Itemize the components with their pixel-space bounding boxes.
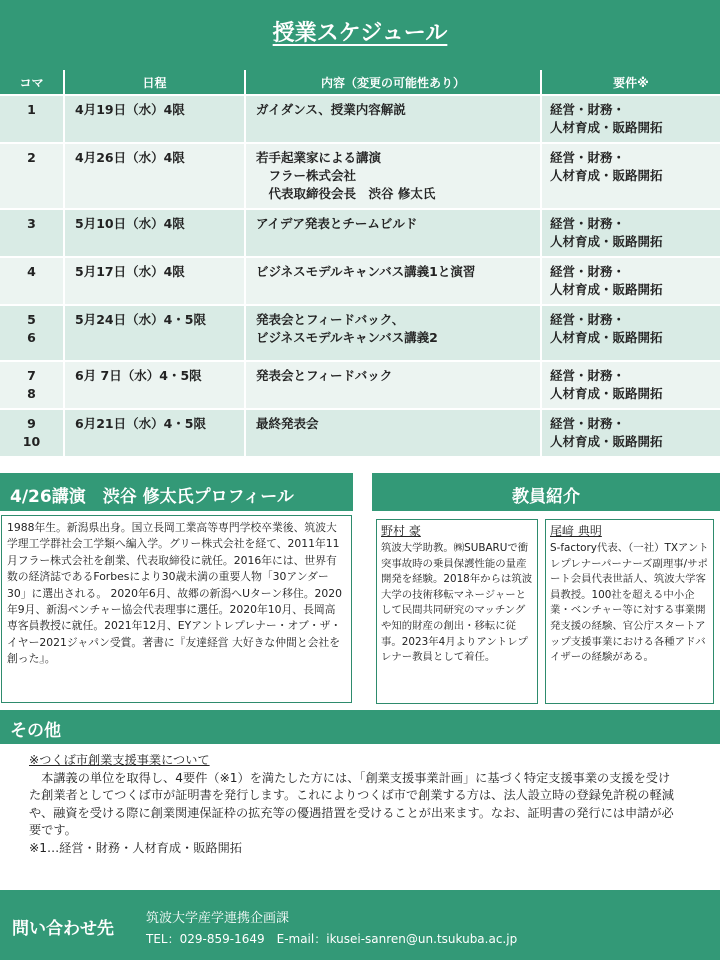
contact-details: TEL：029-859-1649 E-mail：ikusei-sanren@un.tsukuba.ac.jp (146, 932, 518, 946)
column-header-date: 日程 (64, 70, 245, 95)
contact-organization: 筑波大学産学連携企画課 (146, 911, 290, 926)
faculty-name: 野村 豪 (381, 524, 421, 538)
koma-cell: 7 8 (0, 361, 64, 409)
faculty-card (545, 519, 714, 704)
profile-text: 1988年生。新潟県出身。国立長岡工業高等専門学校卒業後、筑波大学理工学群社会工学類へ編入学。グリー株式会社を経て、2011年11月フラー株式会社を創業、代表取締役に就任。2016年には、世界有数の経済誌であるForbesにより30歳未満の重要人物「30アンダー30」に選出される。 2020年6月、故郷の新潟へUターン移住。2020年9月、新潟ベンチャー協会代表理事に選任。2020年10月、長岡高専客員教授に就任。2021年12月、EYアントレプレナー・オブ・ザ・イヤー2021ジャパン受賞。著書に『友達経営 大好きな仲間と会社を創った』。 (1, 515, 352, 703)
koma-cell: 2 (0, 143, 64, 209)
date-cell: 4月26日（水）4限 (64, 143, 245, 209)
column-header-koma: コマ (0, 70, 64, 95)
content-cell: アイデア発表とチームビルド (245, 209, 541, 257)
content-cell: ビジネスモデルキャンバス講義1と演習 (245, 257, 541, 305)
table-header-row (0, 70, 720, 95)
requirements-cell: 経営・財務・ 人材育成・販路開拓 (541, 257, 720, 305)
requirements-cell: 経営・財務・ 人材育成・販路開拓 (541, 305, 720, 361)
page-title: 授業スケジュール (272, 21, 448, 46)
content-cell: 発表会とフィードバック、 ビジネスモデルキャンバス講義2 (245, 305, 541, 361)
column-header-requirements: 要件※ (541, 70, 720, 95)
other-note: ※1…経営・財務・人材育成・販路開拓 (29, 840, 242, 855)
schedule-table (0, 70, 720, 456)
other-heading: その他 (0, 710, 720, 744)
table-row (0, 257, 720, 305)
requirements-cell: 経営・財務・ 人材育成・販路開拓 (541, 409, 720, 456)
title-bar (0, 0, 720, 70)
date-cell: 4月19日（水）4限 (64, 95, 245, 143)
koma-cell: 3 (0, 209, 64, 257)
date-cell: 5月17日（水）4限 (64, 257, 245, 305)
koma-cell: 9 10 (0, 409, 64, 456)
table-row (0, 95, 720, 143)
table-row (0, 409, 720, 456)
faculty-name: 尾﨑 典明 (550, 524, 602, 538)
faculty-bio: S-factory代表、（一社）TXアントレプレナーパーナーズ副理事/サポート会員代表世話人、筑波大学客員教授。100社を超える中小企業・ベンチャー等に対する事業開発支援の経験、官公庁スタートアップ支援事業における各種アドバイザーの経験がある。 (550, 542, 709, 664)
requirements-cell: 経営・財務・ 人材育成・販路開拓 (541, 361, 720, 409)
content-cell: 最終発表会 (245, 409, 541, 456)
other-subheading: ※つくば市創業支援事業について (29, 753, 210, 767)
koma-cell: 5 6 (0, 305, 64, 361)
requirements-cell: 経営・財務・ 人材育成・販路開拓 (541, 209, 720, 257)
faculty-heading: 教員紹介 (372, 473, 720, 511)
content-cell: 発表会とフィードバック (245, 361, 541, 409)
table-row (0, 305, 720, 361)
contact-label: 問い合わせ先 (12, 919, 114, 939)
profile-heading: 4/26講演 渋谷 修太氏プロフィール (0, 473, 353, 511)
date-cell: 6月 7日（水）4・5限 (64, 361, 245, 409)
table-row (0, 143, 720, 209)
requirements-cell: 経営・財務・ 人材育成・販路開拓 (541, 95, 720, 143)
koma-cell: 1 (0, 95, 64, 143)
table-row (0, 361, 720, 409)
faculty-card (376, 519, 538, 704)
faculty-bio: 筑波大学助教。㈱SUBARUで衝突事故時の乗員保護性能の量産開発を経験。2018年からは筑波大学の技術移転マネージャーとして民間共同研究のマッチングや知的財産の創出・移転に従事。2023年4月よりアントレプレナー教員として着任。 (381, 542, 533, 664)
footer (0, 890, 720, 960)
date-cell: 5月10日（水）4限 (64, 209, 245, 257)
other-body-text: 本講義の単位を取得し、4要件（※1）を満たした方には、「創業支援事業計画」に基づく特定支援事業の支援を受けた創業者としてつくば市が証明書を発行します。これによりつくば市で創業する方は、法人設立時の登録免許税の軽減や、融資を受ける際に創業関連保証枠の拡充等の優遇措置を受けることが出来ます。なお、証明書の発行には申請が必要です。 (29, 770, 674, 838)
table-row (0, 209, 720, 257)
date-cell: 6月21日（水）4・5限 (64, 409, 245, 456)
date-cell: 5月24日（水）4・5限 (64, 305, 245, 361)
content-cell: 若手起業家による講演 フラー株式会社 代表取締役会長 渋谷 修太氏 (245, 143, 541, 209)
content-cell: ガイダンス、授業内容解説 (245, 95, 541, 143)
other-section (29, 752, 679, 858)
koma-cell: 4 (0, 257, 64, 305)
column-header-content: 内容（変更の可能性あり） (245, 70, 541, 95)
requirements-cell: 経営・財務・ 人材育成・販路開拓 (541, 143, 720, 209)
